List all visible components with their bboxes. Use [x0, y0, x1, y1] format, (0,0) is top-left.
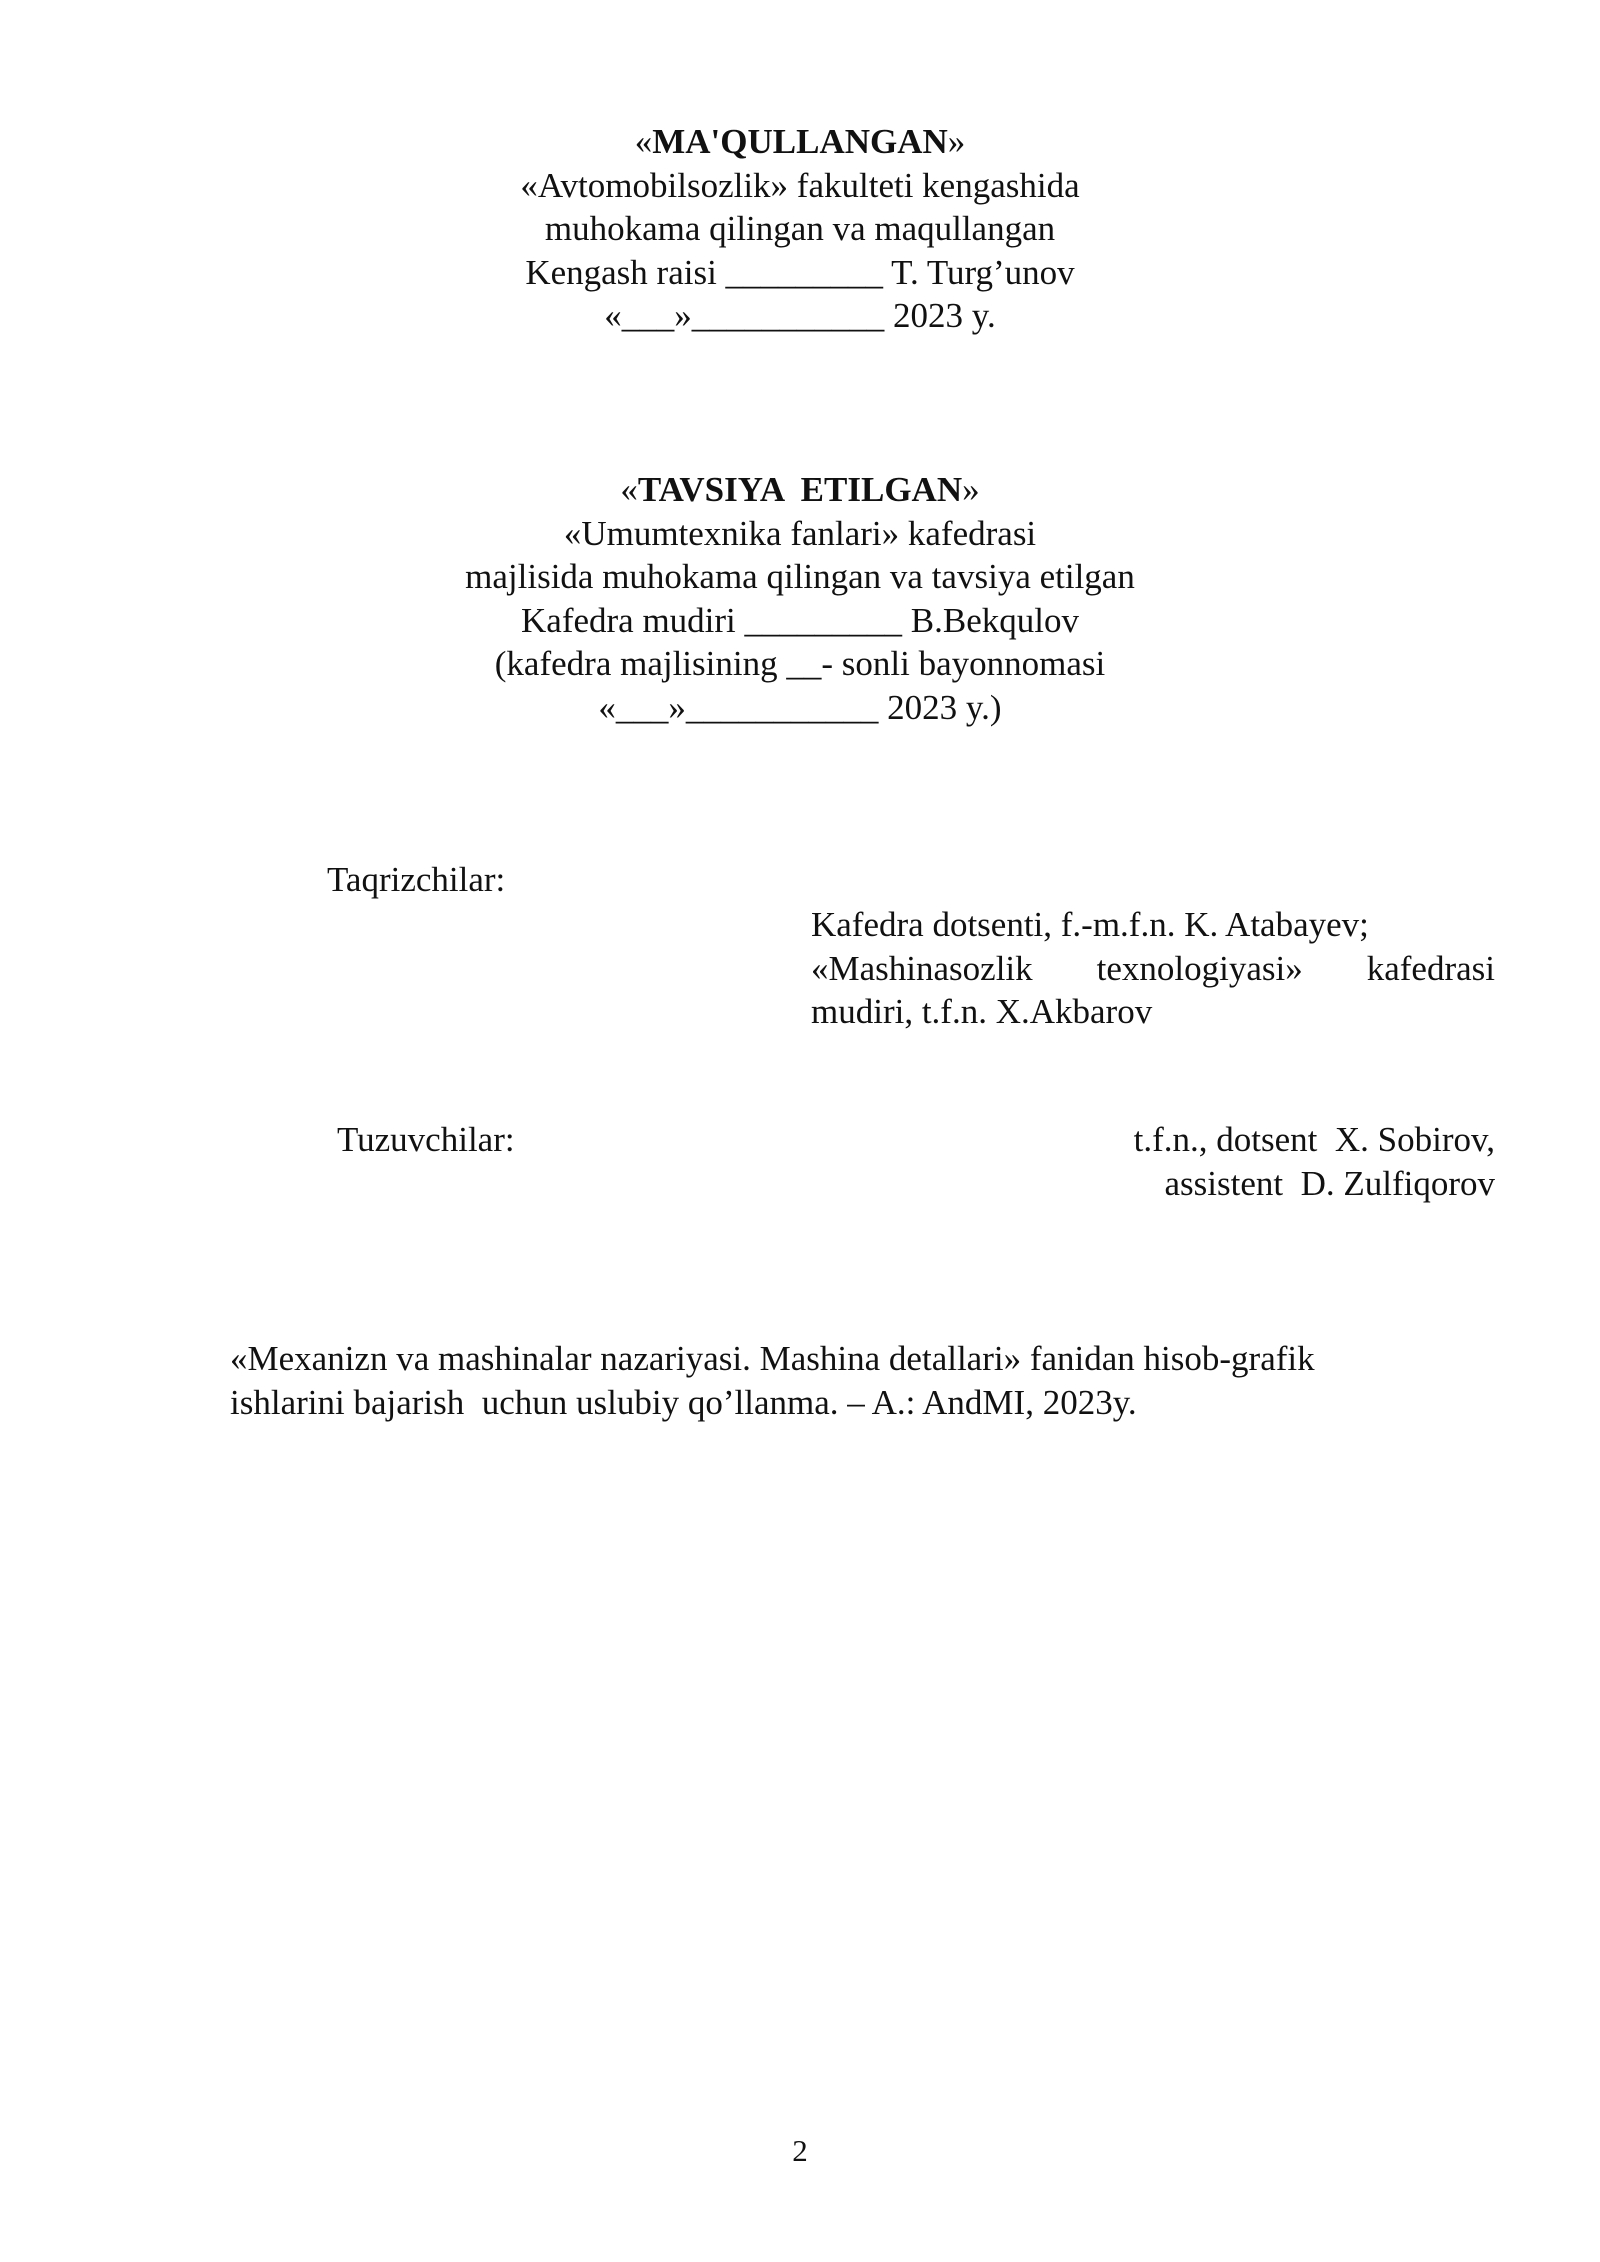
- approval-date-line: «___»___________ 2023 y.: [604, 296, 996, 335]
- citation-line: ishlarini bajarish uchun uslubiy qo’llanma. – A.: AndMI, 2023y.: [230, 1382, 1137, 1422]
- reviewer-line: [811, 947, 1495, 991]
- recommendation-title: [0, 468, 1600, 512]
- approval-title-open-quote: «: [634, 122, 653, 161]
- reviewer-word: kafedrasi: [1366, 948, 1495, 988]
- reviewer-word: texnologiyasi»: [1096, 948, 1303, 988]
- approval-signature-line: Kengash raisi _________ T. Turg’unov: [525, 252, 1075, 292]
- recommendation-protocol-line: (kafedra majlisining __- sonli bayonnomasi: [494, 644, 1106, 683]
- reviewer-line: mudiri, t.f.n. X.Akbarov: [811, 992, 1153, 1031]
- recommendation-line: majlisida muhokama qilingan va tavsiya etilgan: [465, 557, 1135, 596]
- reviewer-word: «Mashinasozlik: [811, 948, 1033, 988]
- authors-list: [895, 1118, 1495, 1205]
- approval-title: [0, 120, 1600, 164]
- recommendation-title-text: TAVSIYA ETILGAN: [637, 470, 963, 509]
- approval-title-close-quote: »: [947, 122, 966, 161]
- reviewers-list: [811, 903, 1495, 1034]
- approval-title-text: MA'QULLANGAN: [652, 122, 948, 161]
- citation-paragraph: [230, 1337, 1460, 1424]
- recommendation-signature-line: Kafedra mudiri _________ B.Bekqulov: [521, 600, 1079, 640]
- recommendation-block: [0, 468, 1600, 729]
- approval-block: [0, 120, 1600, 338]
- recommendation-line: «Umumtexnika fanlari» kafedrasi: [563, 513, 1037, 553]
- recommendation-date-line: «___»___________ 2023 y.): [598, 687, 1002, 727]
- approval-line: muhokama qilingan va maqullangan: [544, 209, 1056, 248]
- reviewers-label: Taqrizchilar:: [327, 860, 506, 899]
- recommendation-title-close-quote: »: [962, 470, 980, 509]
- author-line: t.f.n., dotsent X. Sobirov,: [1133, 1120, 1495, 1159]
- recommendation-title-open-quote: «: [620, 470, 638, 509]
- reviewer-line: Kafedra dotsenti, f.-m.f.n. K. Atabayev;: [811, 905, 1369, 944]
- page-number: 2: [792, 2133, 808, 2168]
- citation-line: «Mexanizn va mashinalar nazariyasi. Mashina detallari» fanidan hisob-grafik: [230, 1339, 1315, 1378]
- authors-label: Tuzuvchilar:: [337, 1120, 515, 1159]
- author-line: assistent D. Zulfiqorov: [1164, 1163, 1495, 1203]
- approval-line: «Avtomobilsozlik» fakulteti kengashida: [520, 165, 1080, 205]
